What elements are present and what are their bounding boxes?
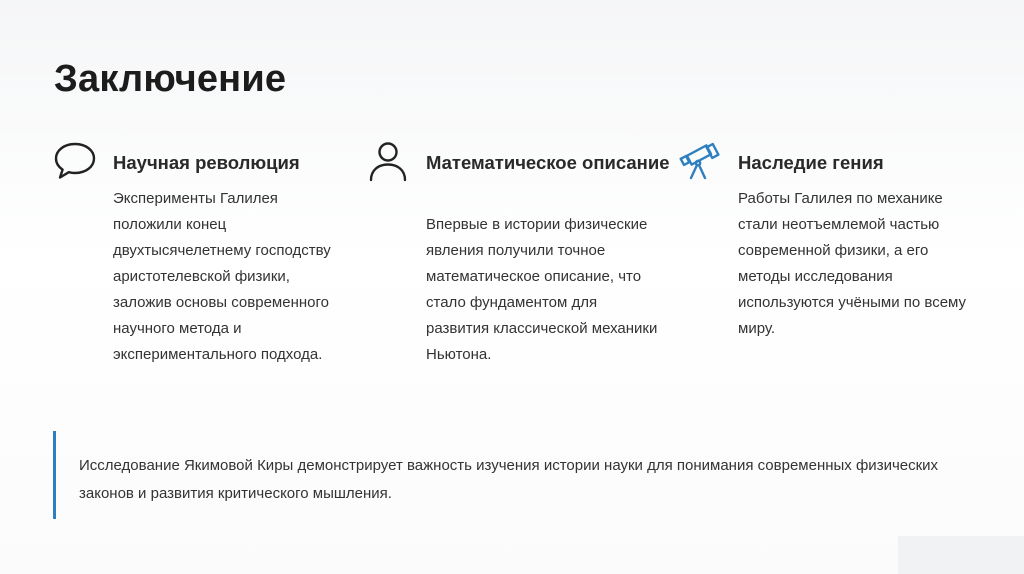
- telescope-icon: [678, 140, 722, 184]
- speech-bubble-icon: [53, 140, 97, 184]
- card-text: Эксперименты Галилея положили конец двухтысячелетнему господству аристотелевской физики, заложив основы современного научного метода и экспериментального подхода.: [113, 190, 331, 363]
- card-text: Работы Галилея по механике стали неотъемлемой частью современной физики, а его методы исследования используются учёными по всему миру.: [738, 190, 967, 337]
- corner-placeholder: [898, 536, 1024, 574]
- card-title: Наследие гения: [738, 152, 884, 173]
- quote-text: Исследование Якимовой Киры демонстрирует важность изучения истории науки для понимания современных физических законов и развития критического мышления.: [79, 457, 939, 502]
- card-title: Математическое описание: [426, 152, 670, 173]
- person-icon: [366, 140, 410, 184]
- card-text: Впервые в истории физические явления получили точное математическое описание, что стало фундаментом для развития классической механики Ньютона.: [426, 216, 658, 363]
- card-title: Научная революция: [113, 152, 300, 173]
- conclusion-quote: [53, 431, 973, 519]
- page-title: Заключение: [54, 58, 287, 100]
